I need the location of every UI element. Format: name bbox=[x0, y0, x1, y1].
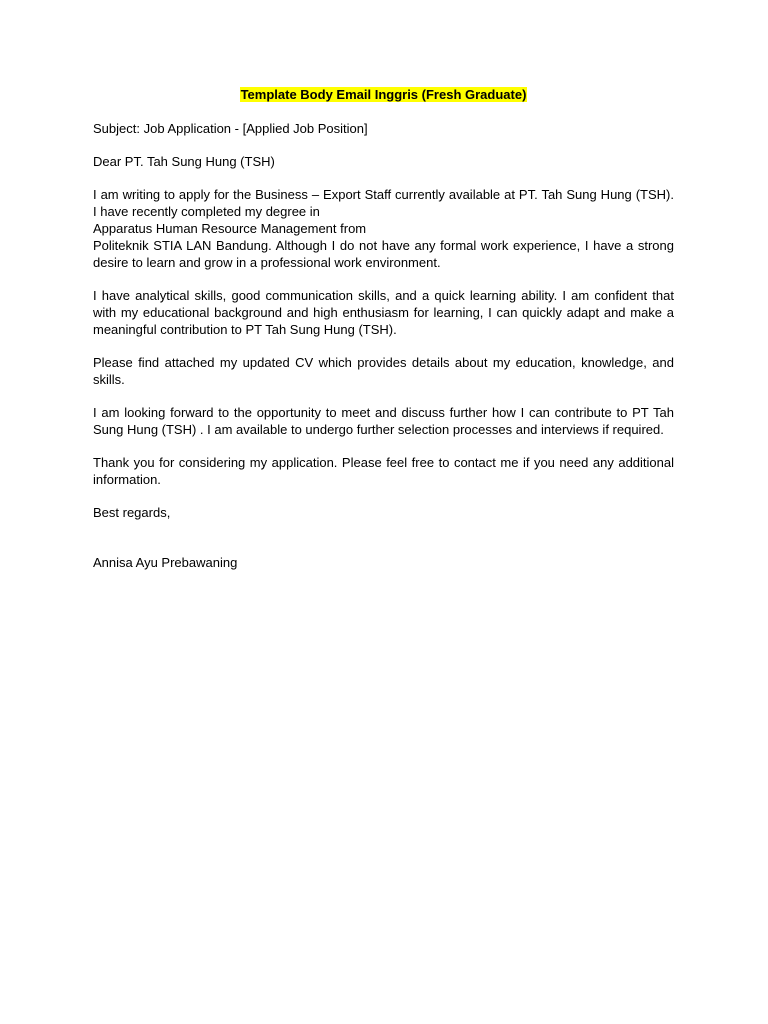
salutation: Dear PT. Tah Sung Hung (TSH) bbox=[93, 154, 275, 169]
subject-line: Subject: Job Application - [Applied Job Position] bbox=[93, 121, 368, 136]
closing-line: Best regards, bbox=[93, 505, 171, 520]
paragraph-intro bbox=[93, 186, 674, 271]
document-title: Template Body Email Inggris (Fresh Graduate) bbox=[240, 87, 527, 102]
signature-name: Annisa Ayu Prebawaning bbox=[93, 555, 238, 570]
paragraph-intro-line-1: I am writing to apply for the Business – Export Staff currently available at PT. Tah Sung Hung (TSH). I have recently completed my degree in bbox=[93, 187, 674, 219]
paragraph-intro-line-3: Politeknik STIA LAN Bandung. Although I do not have any formal work experience, I have a strong desire to learn and grow in a professional work environment. bbox=[93, 238, 674, 270]
paragraph-intro-line-2: Apparatus Human Resource Management from bbox=[93, 221, 367, 236]
paragraph-cv: Please find attached my updated CV which provides details about my education, knowledge, and skills. bbox=[93, 355, 674, 387]
paragraph-opportunity: I am looking forward to the opportunity to meet and discuss further how I can contribute to PT Tah Sung Hung (TSH) . I am available to undergo further selection processes and interviews if required. bbox=[93, 405, 674, 437]
paragraph-thanks: Thank you for considering my application. Please feel free to contact me if you need any additional information. bbox=[93, 455, 674, 487]
document-page bbox=[93, 86, 674, 587]
paragraph-skills: I have analytical skills, good communication skills, and a quick learning ability. I am confident that with my educational background and high enthusiasm for learning, I can quickly adapt and make a meaningful contribution to PT Tah Sung Hung (TSH). bbox=[93, 288, 674, 337]
title-block bbox=[93, 86, 674, 103]
